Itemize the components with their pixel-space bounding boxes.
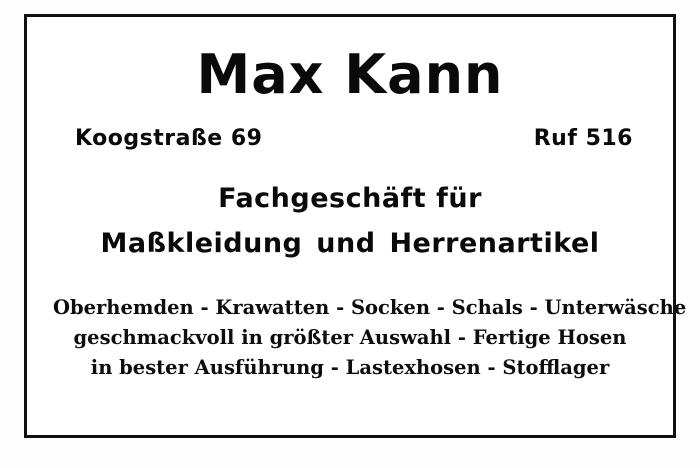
goods-list <box>53 293 687 384</box>
advertisement-content <box>27 17 687 435</box>
tagline-line-2: Maßkleidung und Herrenartikel <box>100 227 600 259</box>
goods-line-1: Oberhemden - Krawatten - Socken - Schals - Unterwäsche <box>53 295 687 319</box>
contact-row <box>53 126 647 151</box>
street-address: Koogstraße 69 <box>75 125 263 151</box>
tagline-line-1: Fachgeschäft für <box>218 182 482 214</box>
shop-name-heading: Max Kann <box>196 43 504 106</box>
goods-line-3: in bester Ausführung - Lastexhosen - Stofflager <box>90 356 610 380</box>
phone-number: Ruf 516 <box>533 125 633 151</box>
advertisement-border <box>24 14 687 438</box>
goods-line-2: geschmackvoll in größter Auswahl - Fertige Hosen <box>73 325 627 349</box>
